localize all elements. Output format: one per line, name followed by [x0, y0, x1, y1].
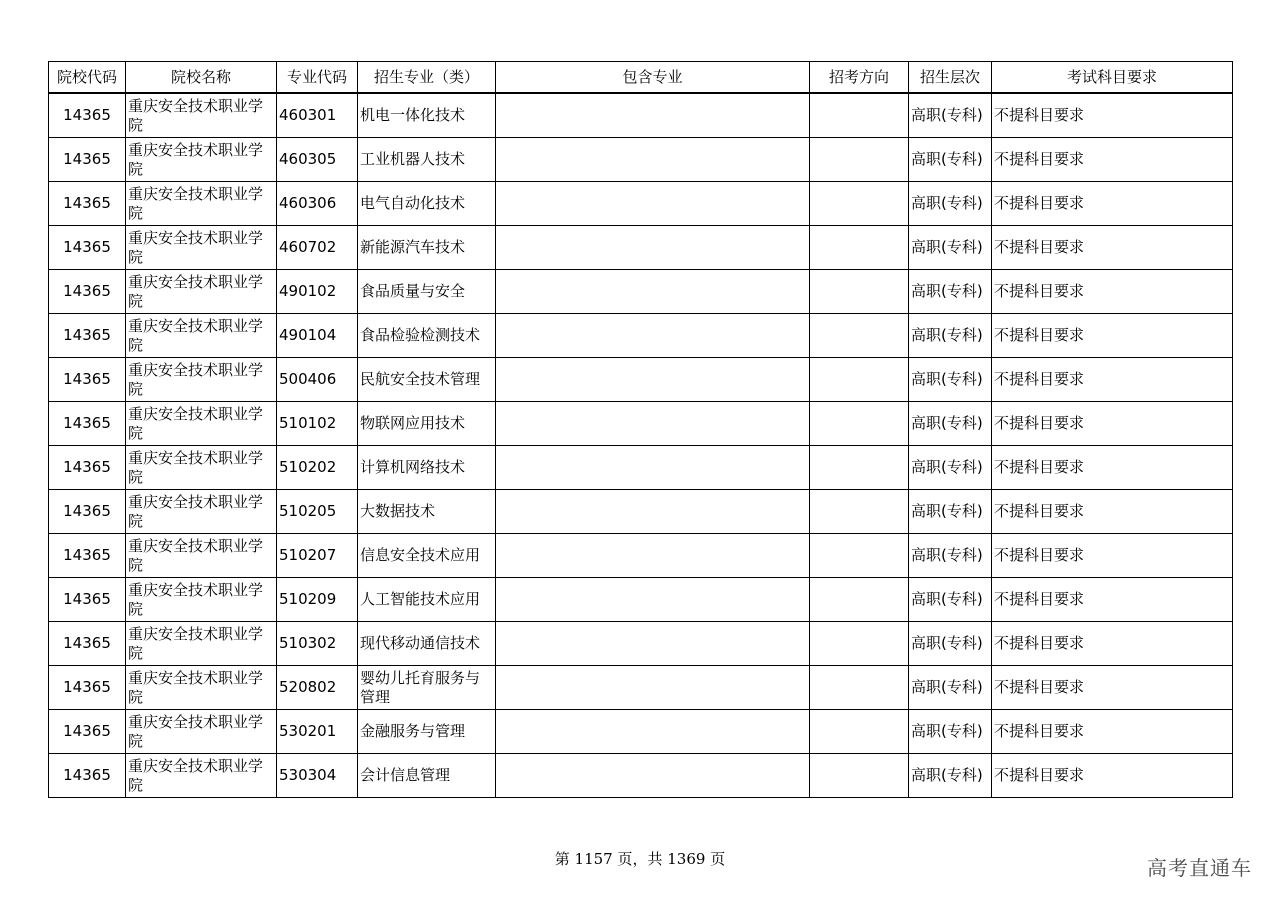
cell-major-code: 510205	[277, 490, 358, 534]
cell-major: 食品质量与安全	[358, 270, 496, 314]
cell-major: 会计信息管理	[358, 754, 496, 798]
cell-included-majors	[496, 490, 810, 534]
cell-major: 现代移动通信技术	[358, 622, 496, 666]
cell-school-code: 14365	[49, 358, 126, 402]
cell-school-code: 14365	[49, 754, 126, 798]
cell-direction	[810, 578, 909, 622]
cell-major: 信息安全技术应用	[358, 534, 496, 578]
cell-major-code: 510209	[277, 578, 358, 622]
cell-requirement: 不提科目要求	[992, 446, 1233, 490]
header-level: 招生层次	[909, 62, 992, 94]
cell-level: 高职(专科)	[909, 446, 992, 490]
cell-included-majors	[496, 622, 810, 666]
cell-major-code: 460702	[277, 226, 358, 270]
cell-requirement: 不提科目要求	[992, 490, 1233, 534]
cell-included-majors	[496, 754, 810, 798]
cell-level: 高职(专科)	[909, 754, 992, 798]
watermark-logo: 高考直通车	[1147, 856, 1252, 880]
cell-level: 高职(专科)	[909, 534, 992, 578]
cell-level: 高职(专科)	[909, 710, 992, 754]
cell-included-majors	[496, 270, 810, 314]
table-row	[49, 666, 1233, 710]
table-row	[49, 138, 1233, 182]
table-row	[49, 754, 1233, 798]
cell-included-majors	[496, 402, 810, 446]
cell-major: 电气自动化技术	[358, 182, 496, 226]
cell-major: 食品检验检测技术	[358, 314, 496, 358]
cell-major-code: 490104	[277, 314, 358, 358]
cell-school-code: 14365	[49, 710, 126, 754]
cell-included-majors	[496, 446, 810, 490]
cell-major: 人工智能技术应用	[358, 578, 496, 622]
table-row	[49, 182, 1233, 226]
cell-major: 民航安全技术管理	[358, 358, 496, 402]
cell-level: 高职(专科)	[909, 358, 992, 402]
cell-major-code: 510202	[277, 446, 358, 490]
cell-direction	[810, 534, 909, 578]
cell-school-code: 14365	[49, 93, 126, 138]
table-row	[49, 490, 1233, 534]
cell-school-name: 重庆安全技术职业学院	[126, 270, 277, 314]
cell-school-name: 重庆安全技术职业学院	[126, 754, 277, 798]
cell-major-code: 510102	[277, 402, 358, 446]
admissions-table	[48, 61, 1233, 798]
cell-level: 高职(专科)	[909, 226, 992, 270]
cell-school-name: 重庆安全技术职业学院	[126, 622, 277, 666]
cell-level: 高职(专科)	[909, 93, 992, 138]
cell-direction	[810, 666, 909, 710]
cell-school-name: 重庆安全技术职业学院	[126, 402, 277, 446]
cell-school-code: 14365	[49, 578, 126, 622]
cell-major-code: 530201	[277, 710, 358, 754]
cell-school-name: 重庆安全技术职业学院	[126, 138, 277, 182]
cell-direction	[810, 402, 909, 446]
cell-requirement: 不提科目要求	[992, 622, 1233, 666]
cell-included-majors	[496, 666, 810, 710]
table-body	[49, 93, 1233, 798]
table-row	[49, 710, 1233, 754]
cell-direction	[810, 226, 909, 270]
cell-level: 高职(专科)	[909, 270, 992, 314]
cell-school-name: 重庆安全技术职业学院	[126, 358, 277, 402]
cell-requirement: 不提科目要求	[992, 93, 1233, 138]
cell-included-majors	[496, 182, 810, 226]
cell-school-code: 14365	[49, 534, 126, 578]
cell-direction	[810, 93, 909, 138]
page-number: 第 1157 页，共 1369 页	[554, 850, 726, 868]
cell-school-name: 重庆安全技术职业学院	[126, 446, 277, 490]
cell-included-majors	[496, 534, 810, 578]
cell-school-name: 重庆安全技术职业学院	[126, 666, 277, 710]
header-school-name: 院校名称	[126, 62, 277, 94]
table-row	[49, 446, 1233, 490]
table-row	[49, 534, 1233, 578]
cell-level: 高职(专科)	[909, 622, 992, 666]
header-direction: 招考方向	[810, 62, 909, 94]
cell-major-code: 460306	[277, 182, 358, 226]
cell-school-name: 重庆安全技术职业学院	[126, 226, 277, 270]
cell-direction	[810, 182, 909, 226]
cell-included-majors	[496, 314, 810, 358]
cell-school-name: 重庆安全技术职业学院	[126, 490, 277, 534]
cell-major: 金融服务与管理	[358, 710, 496, 754]
header-school-code: 院校代码	[49, 62, 126, 94]
cell-level: 高职(专科)	[909, 314, 992, 358]
cell-direction	[810, 270, 909, 314]
cell-major: 大数据技术	[358, 490, 496, 534]
cell-school-code: 14365	[49, 666, 126, 710]
cell-direction	[810, 710, 909, 754]
cell-requirement: 不提科目要求	[992, 226, 1233, 270]
cell-school-name: 重庆安全技术职业学院	[126, 182, 277, 226]
cell-direction	[810, 358, 909, 402]
header-major-code: 专业代码	[277, 62, 358, 94]
header-requirement: 考试科目要求	[992, 62, 1233, 94]
cell-school-code: 14365	[49, 270, 126, 314]
cell-school-code: 14365	[49, 182, 126, 226]
cell-school-code: 14365	[49, 314, 126, 358]
cell-requirement: 不提科目要求	[992, 402, 1233, 446]
cell-school-code: 14365	[49, 138, 126, 182]
table-row	[49, 358, 1233, 402]
cell-requirement: 不提科目要求	[992, 138, 1233, 182]
cell-requirement: 不提科目要求	[992, 270, 1233, 314]
cell-direction	[810, 622, 909, 666]
cell-school-code: 14365	[49, 446, 126, 490]
header-included-majors: 包含专业	[496, 62, 810, 94]
cell-major: 工业机器人技术	[358, 138, 496, 182]
cell-major: 婴幼儿托育服务与管理	[358, 666, 496, 710]
cell-requirement: 不提科目要求	[992, 358, 1233, 402]
cell-major-code: 530304	[277, 754, 358, 798]
header-row	[49, 62, 1233, 94]
cell-requirement: 不提科目要求	[992, 182, 1233, 226]
cell-included-majors	[496, 138, 810, 182]
table-row	[49, 270, 1233, 314]
table-row	[49, 93, 1233, 138]
cell-level: 高职(专科)	[909, 490, 992, 534]
cell-school-code: 14365	[49, 402, 126, 446]
cell-level: 高职(专科)	[909, 578, 992, 622]
cell-major: 机电一体化技术	[358, 93, 496, 138]
cell-requirement: 不提科目要求	[992, 666, 1233, 710]
cell-requirement: 不提科目要求	[992, 314, 1233, 358]
table-row	[49, 402, 1233, 446]
cell-school-code: 14365	[49, 490, 126, 534]
cell-school-name: 重庆安全技术职业学院	[126, 93, 277, 138]
table-row	[49, 622, 1233, 666]
cell-requirement: 不提科目要求	[992, 534, 1233, 578]
cell-level: 高职(专科)	[909, 666, 992, 710]
cell-requirement: 不提科目要求	[992, 578, 1233, 622]
cell-direction	[810, 138, 909, 182]
header-major: 招生专业（类）	[358, 62, 496, 94]
cell-included-majors	[496, 226, 810, 270]
table-row	[49, 314, 1233, 358]
cell-school-name: 重庆安全技术职业学院	[126, 710, 277, 754]
cell-major-code: 460301	[277, 93, 358, 138]
cell-requirement: 不提科目要求	[992, 710, 1233, 754]
cell-direction	[810, 490, 909, 534]
cell-major-code: 510207	[277, 534, 358, 578]
cell-school-name: 重庆安全技术职业学院	[126, 534, 277, 578]
cell-major-code: 500406	[277, 358, 358, 402]
cell-level: 高职(专科)	[909, 182, 992, 226]
cell-school-name: 重庆安全技术职业学院	[126, 578, 277, 622]
table-header	[49, 62, 1233, 94]
cell-included-majors	[496, 93, 810, 138]
table-row	[49, 226, 1233, 270]
cell-school-code: 14365	[49, 226, 126, 270]
cell-school-code: 14365	[49, 622, 126, 666]
cell-major-code: 490102	[277, 270, 358, 314]
cell-included-majors	[496, 578, 810, 622]
cell-major: 计算机网络技术	[358, 446, 496, 490]
cell-major-code: 520802	[277, 666, 358, 710]
cell-direction	[810, 314, 909, 358]
cell-level: 高职(专科)	[909, 138, 992, 182]
cell-direction	[810, 754, 909, 798]
table-row	[49, 578, 1233, 622]
cell-included-majors	[496, 710, 810, 754]
cell-direction	[810, 446, 909, 490]
cell-requirement: 不提科目要求	[992, 754, 1233, 798]
cell-major: 物联网应用技术	[358, 402, 496, 446]
cell-major-code: 510302	[277, 622, 358, 666]
cell-school-name: 重庆安全技术职业学院	[126, 314, 277, 358]
cell-major-code: 460305	[277, 138, 358, 182]
cell-level: 高职(专科)	[909, 402, 992, 446]
cell-included-majors	[496, 358, 810, 402]
cell-major: 新能源汽车技术	[358, 226, 496, 270]
